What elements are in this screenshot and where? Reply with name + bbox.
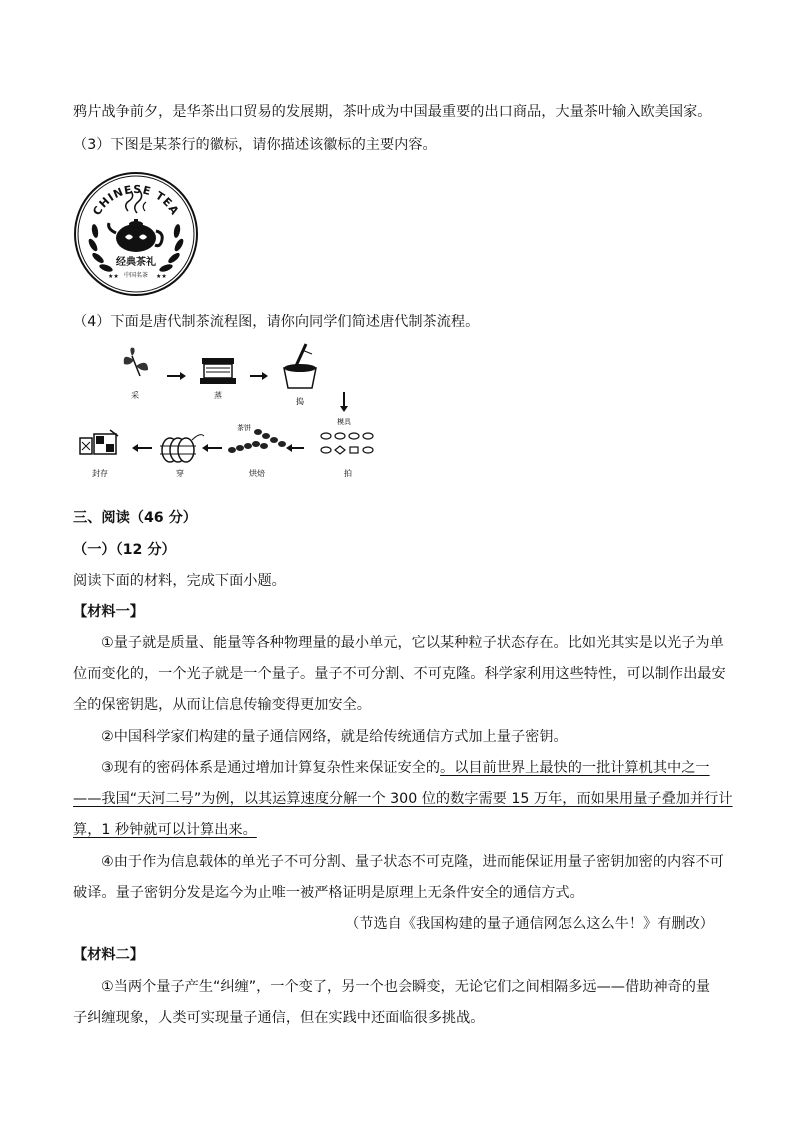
star-icon: ★★ <box>156 273 167 280</box>
paragraph-1-line-1: ①量子就是质量、能量等各种物理量的最小单元，它以某种粒子状态存在。比如光其实是以光子为单 <box>101 635 724 651</box>
paragraph-5-line-2: 子纠缠现象，人类可实现量子通信，但在实践中还面临很多挑战。 <box>73 1010 485 1026</box>
paragraph-4-line-1: ④由于作为信息载体的单光子不可分割、量子状态不可克隆，进而能保证用量子密钥加密的内容不可 <box>101 854 724 870</box>
material-1-heading: 【材料一】 <box>73 604 144 620</box>
material-2-heading: 【材料二】 <box>73 947 144 963</box>
text-line: 鸦片战争前夕，是华茶出口贸易的发展期，茶叶成为中国最重要的出口商品，大量茶叶输入欧美国家。 <box>73 104 712 120</box>
arrow-down-icon <box>340 406 348 412</box>
step-bake-label: 烘焙 <box>249 469 265 478</box>
star-icon: ★★ <box>108 273 119 280</box>
arrow-left-icon <box>286 444 292 452</box>
step-thread-label: 穿 <box>176 469 184 478</box>
step-pound-label: 捣 <box>296 397 304 406</box>
subsection-1-heading: （一）（12 分） <box>73 542 176 558</box>
badge-ring-text: CHINESE TEA <box>90 182 182 218</box>
arrow-right-icon <box>262 372 268 380</box>
paragraph-3-line-2: ——我国“天河二号”为例，以其运算速度分解一个 300 位的数字需要 15 万年，而如果用量子叠加并行计 <box>73 791 733 807</box>
cake-label: 茶饼 <box>237 424 251 432</box>
badge-center-text: 经典茶礼 <box>116 257 156 268</box>
steamer-icon <box>200 358 236 384</box>
paragraph-3-underlined: 。以目前世界上最快的一批计算机其中之一 <box>440 760 710 776</box>
tea-shop-badge <box>73 171 199 297</box>
question-3: （3）下图是某茶行的徽标，请你描述该徽标的主要内容。 <box>73 137 437 153</box>
tea-cakes-icon <box>228 429 286 453</box>
paragraph-2: ②中国科学家们构建的量子通信网络，就是给传统通信方式加上量子密钥。 <box>101 729 568 745</box>
badge-bottom-text: 中国名茶 <box>123 272 149 279</box>
source-note: （节选自《我国构建的量子通信网怎么这么牛！》有删改） <box>345 916 714 932</box>
storage-icon <box>80 430 118 454</box>
question-4: （4）下面是唐代制茶流程图，请你向同学们简述唐代制茶流程。 <box>73 314 480 330</box>
paragraph-3-plain: ③现有的密码体系是通过增加计算复杂性来保证安全的 <box>101 760 441 776</box>
step-press-label: 拍 <box>344 469 352 478</box>
mold-icon <box>321 433 373 454</box>
paragraph-1-line-3: 全的保密钥匙，从而让信息传输变得更加安全。 <box>73 697 371 713</box>
paragraph-5-line-1: ①当两个量子产生“纠缠”，一个变了，另一个也会瞬变，无论它们之间相隔多远——借助神奇的量 <box>101 979 711 995</box>
paragraph-1-line-2: 位而变化的，一个光子就是一个量子。量子不可分割、不可克隆。科学家利用这些特性，可以制作出最安 <box>73 666 726 682</box>
instruction-text: 阅读下面的材料，完成下面小题。 <box>73 573 286 589</box>
step-steam-label: 蒸 <box>214 391 222 400</box>
tea-making-flowchart <box>72 340 392 490</box>
tea-leaf-icon <box>124 348 148 376</box>
step-store-label: 封存 <box>92 469 108 478</box>
paragraph-4-line-2: 破译。量子密钥分发是迄今为止唯一被严格证明是原理上无条件安全的通信方式。 <box>73 885 584 901</box>
arrow-left-icon <box>202 444 208 452</box>
paragraph-3-line-1 <box>101 759 710 777</box>
step-pick-label: 采 <box>131 391 139 400</box>
mold-label: 模具 <box>337 418 351 426</box>
mortar-icon <box>284 344 316 388</box>
paragraph-3-line-3: 算，1 秒钟就可以计算出来。 <box>73 822 257 838</box>
arrow-right-icon <box>180 372 186 380</box>
arrow-left-icon <box>132 444 138 452</box>
section-3-heading: 三、阅读（46 分） <box>73 510 197 526</box>
threaded-cakes-icon <box>160 435 204 462</box>
